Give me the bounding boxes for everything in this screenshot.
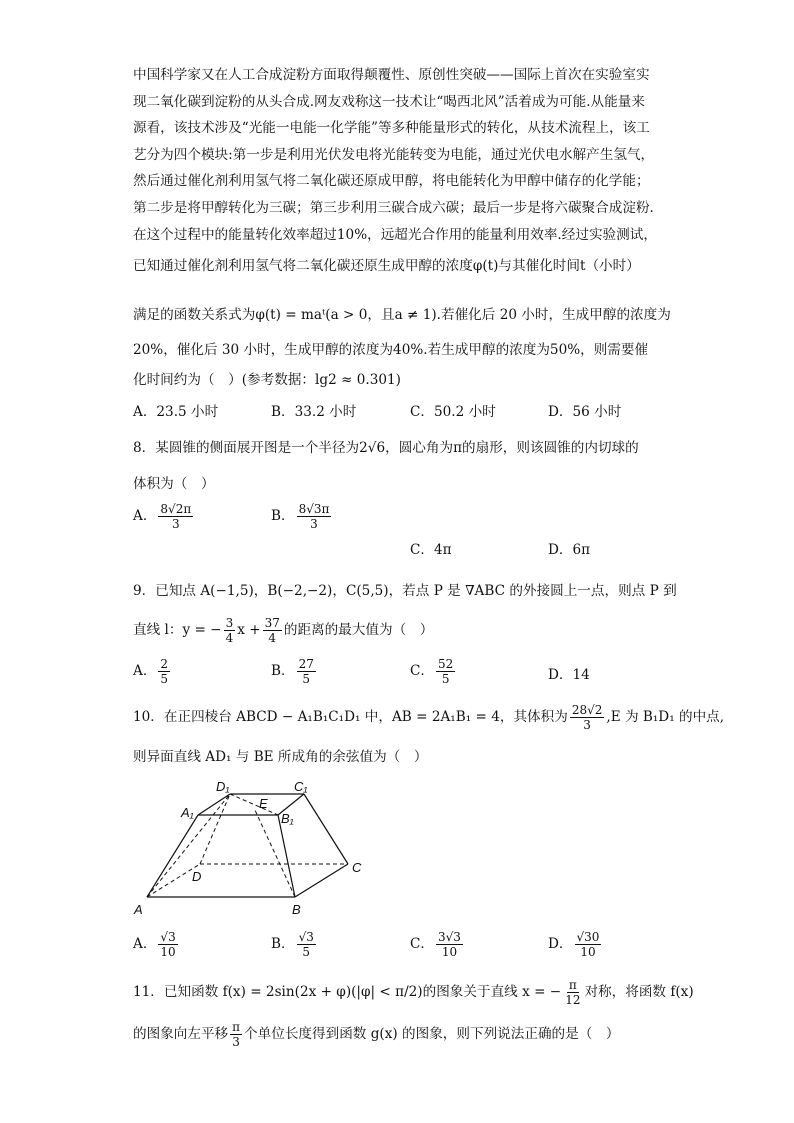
- q7-option-d[interactable]: D．56 小时: [548, 404, 622, 420]
- q7-option-a[interactable]: A．23.5 小时: [133, 404, 219, 420]
- q9-option-a[interactable]: A． $\frac{2}{5}$: [133, 657, 169, 686]
- q9-option-c[interactable]: C． $\frac{52}{5}$: [410, 657, 454, 686]
- q7-line-5: 然后通过催化剂利用氢气将二氧化碳还原成甲醇，将电能转化为甲醇中储存的化学能；: [133, 173, 650, 189]
- edge-BB1: [278, 815, 295, 897]
- label-D1: D₁: [216, 779, 230, 794]
- q7-line-1: 中国科学家又在人工合成淀粉方面取得颠覆性、原创性突破——国际上首次在实验室实: [133, 67, 650, 83]
- q7-line-8: 已知通过催化剂利用氢气将二氧化碳还原生成甲醇的浓度φ(t)与其催化时间t（小时）: [133, 258, 640, 274]
- label-D: D: [192, 869, 202, 884]
- label-B1: B₁: [281, 811, 294, 826]
- q8-radius: 2√6: [359, 440, 386, 456]
- q8-option-d[interactable]: D．6π: [548, 542, 591, 558]
- q10-line-2: 则异面直线 AD₁ 与 BE 所成角的余弦值为（ ）: [133, 749, 428, 765]
- label-C: C: [352, 860, 362, 875]
- q7-line-11: 化时间约为（ ）(参考数据：lg2 ≈ 0.301): [133, 372, 401, 388]
- label-A: A: [134, 902, 143, 917]
- q10-option-d[interactable]: D． $\frac{√30}{10}$: [548, 930, 600, 959]
- q8-option-a[interactable]: A． $\frac{8√2\pi}{3}$: [133, 502, 192, 531]
- q7-line-2: 现二氧化碳到淀粉的从头合成.网友戏称这一技术让“喝西北风”活着成为可能.从能量来: [133, 94, 645, 110]
- q7-line-10: 20%，催化后 30 小时，生成甲醇的浓度为40%.若生成甲醇的浓度为50%，则需要催: [133, 342, 649, 358]
- segment-B1D1: [230, 794, 278, 815]
- q7-line-4: 艺分为四个模块:第一步是利用光伏发电将光能转变为电能，通过光伏电水解产生氢气，: [133, 147, 655, 163]
- label-C1: C₁: [294, 779, 308, 794]
- edge-CC1: [304, 794, 348, 864]
- label-E: E: [259, 796, 268, 811]
- frustum-diagram: [128, 778, 378, 918]
- q9-option-d[interactable]: D．14: [548, 667, 590, 683]
- q9-line-2: 直线 l：y = − $\frac{3}{4}$ x + $\frac{37}{4}$ 的距离的最大值为（ ）: [133, 616, 434, 645]
- q9-option-b[interactable]: B． $\frac{27}{5}$: [271, 657, 314, 686]
- q10-option-b[interactable]: B． $\frac{√3}{5}$: [271, 930, 314, 959]
- q7-line-6: 第二步是将甲醇转化为三碳；第三步利用三碳合成六碳；最后一步是将六碳聚合成淀粉.: [133, 200, 654, 216]
- q8-line-1: 8．某圆锥的侧面展开图是一个半径为2√6，圆心角为π的扇形，则该圆锥的内切球的: [133, 440, 639, 456]
- q7-option-b[interactable]: B．33.2 小时: [271, 404, 357, 420]
- q7-line-7: 在这个过程中的能量转化效率超过10%，远超光合作用的能量利用效率.经过实验测试，: [133, 227, 657, 243]
- q7-line-9: 满足的函数关系式为φ(t) = maᵗ(a > 0，且a ≠ 1).若催化后 20 小时，生成甲醇的浓度为: [133, 307, 671, 323]
- q10-option-c[interactable]: C． $\frac{3√3}{10}$: [410, 930, 461, 959]
- q8-option-b[interactable]: B． $\frac{8√3\pi}{3}$: [271, 502, 330, 531]
- q11-line-1: 11．已知函数 f(x) = 2sin(2x + φ)(|φ| < π/2)的图象关于直线 x = − $\frac{\pi}{12}$ 对称，将函数 f(x): [133, 978, 694, 1007]
- q8-line-2: 体积为（ ）: [133, 476, 215, 492]
- q9-line-1: 9．已知点 A(−1,5)，B(−2,−2)，C(5,5)，若点 P 是 ∇ABC 的外接圆上一点，则点 P 到: [133, 583, 677, 599]
- q10-line-1: 10．在正四棱台 ABCD − A₁B₁C₁D₁ 中，AB = 2A₁B₁ = 4，其体积为 $\frac{28√2}{3}$ ,E 为 B₁D₁ 的中点,: [133, 703, 725, 732]
- edge-BC: [295, 864, 348, 897]
- q11-line-2: 的图象向左平移 $\frac{\pi}{3}$ 个单位长度得到函数 g(x) 的图象，则下列说法正确的是（ ）: [133, 1020, 620, 1049]
- edge-AA1: [147, 815, 198, 897]
- q11-condition: (|φ| < π/2): [351, 984, 423, 1000]
- label-A1: A₁: [181, 805, 194, 820]
- label-B: B: [292, 902, 301, 917]
- q7-line-3: 源看，该技术涉及“光能一电能一化学能”等多种能量形式的转化，从技术流程上，该工: [133, 120, 650, 136]
- q8-option-c[interactable]: C．4π: [410, 542, 452, 558]
- q10-option-a[interactable]: A． $\frac{√3}{10}$: [133, 930, 176, 959]
- q7-option-c[interactable]: C．50.2 小时: [410, 404, 496, 420]
